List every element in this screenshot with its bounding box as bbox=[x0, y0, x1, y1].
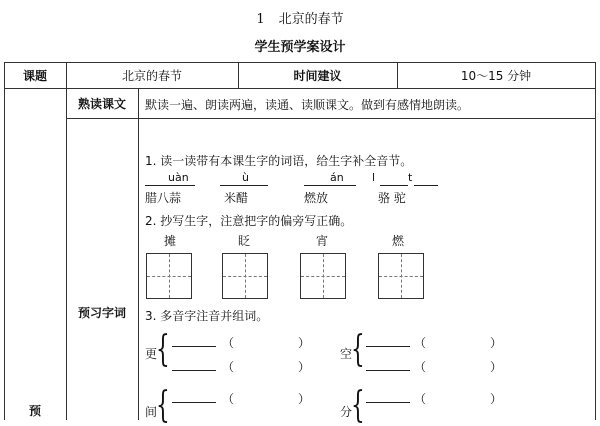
answer-blank[interactable] bbox=[366, 370, 410, 371]
brace-icon: { bbox=[156, 329, 170, 370]
answer-blank[interactable] bbox=[366, 346, 410, 347]
topic-value: 北京的春节 bbox=[121, 68, 182, 83]
brace-icon: { bbox=[351, 385, 365, 426]
time-label: 时间建议 bbox=[293, 68, 342, 83]
section1-instruction: 1. 读一读带有本课生字的词语，给生字补全音节。 bbox=[145, 154, 413, 168]
answer-blank[interactable] bbox=[366, 402, 410, 403]
answer-blank[interactable] bbox=[172, 370, 216, 371]
time-value: 10～15 分钟 bbox=[460, 68, 532, 83]
brace-icon: { bbox=[156, 385, 170, 426]
section2-instruction: 2. 抄写生字，注意把字的偏旁写正确。 bbox=[145, 214, 353, 228]
lesson-number: 1 bbox=[256, 12, 265, 27]
copy-char: 摊 bbox=[164, 234, 177, 248]
section3-instruction: 3. 多音字注音并组词。 bbox=[145, 309, 269, 323]
polyphone-char: 更 bbox=[145, 347, 158, 361]
answer-blank[interactable] bbox=[414, 185, 438, 186]
lesson-title bbox=[0, 8, 600, 27]
copy-char: 燃 bbox=[392, 234, 405, 248]
writing-grid[interactable] bbox=[300, 253, 346, 299]
copy-char: 眨 bbox=[238, 234, 251, 248]
answer-blank[interactable] bbox=[172, 402, 216, 403]
lesson-title-text: 北京的春节 bbox=[278, 12, 344, 27]
polyphone-char: 空 bbox=[340, 347, 353, 361]
read-label: 熟读课文 bbox=[77, 96, 126, 111]
answer-blank[interactable] bbox=[380, 185, 408, 186]
writing-grid[interactable] bbox=[146, 253, 192, 299]
answer-blank[interactable] bbox=[145, 185, 195, 186]
read-instruction: 默读一遍、朗读两遍，读通、读顺课文。做到有感情地朗读。 bbox=[145, 98, 470, 112]
brace-icon: { bbox=[351, 329, 365, 370]
document-subtitle: 学生预学案设计 bbox=[254, 40, 346, 55]
polyphone-char: 间 bbox=[145, 405, 158, 419]
topic-label: 课题 bbox=[22, 68, 47, 83]
polyphone-char: 分 bbox=[340, 405, 353, 419]
preview-label: 预 bbox=[28, 403, 41, 418]
answer-blank[interactable] bbox=[220, 185, 268, 186]
answer-blank[interactable] bbox=[172, 346, 216, 347]
answer-blank[interactable] bbox=[304, 185, 356, 186]
writing-grid[interactable] bbox=[222, 253, 268, 299]
writing-grid[interactable] bbox=[378, 253, 424, 299]
words-label: 预习字词 bbox=[77, 305, 126, 320]
copy-char: 宵 bbox=[316, 234, 329, 248]
